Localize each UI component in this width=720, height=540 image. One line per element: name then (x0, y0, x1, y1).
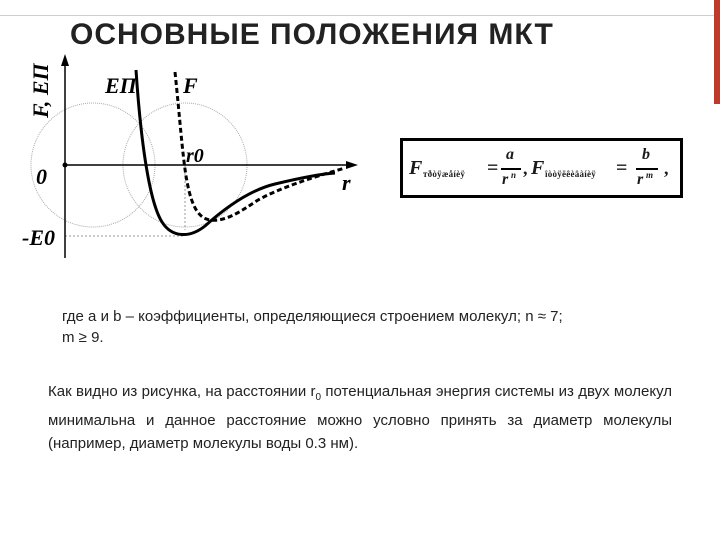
paragraph-part1: Как видно из рисунка, на расстоянии r (48, 383, 316, 400)
zero-label: 0 (36, 164, 47, 189)
formula-f2-den: r (637, 171, 644, 188)
formula-eq2: = (616, 157, 628, 179)
formula-eq1: = (487, 157, 499, 179)
formula-f1-sub: т ð ò ÿ æ å í è ÿ (423, 169, 464, 179)
accent-block (714, 0, 720, 104)
formula-comma2: , (664, 158, 669, 178)
description-line1: где a и b – коэффициенты, определяющиеся строением молекул; n ≈ 7; (62, 308, 563, 325)
paragraph-sub: 0 (315, 392, 322, 403)
formula-f1: F (409, 157, 423, 179)
paragraph-part2: потенциальная энергия системы из двух молекул минимальна и данное расстояние можно условно принять за диаметр молекулы (например, диаметр молекулы воды 0.3 нм). (48, 383, 672, 452)
r0-label: r0 (186, 145, 204, 167)
explanation-paragraph (48, 380, 672, 455)
origin-dot (63, 163, 68, 168)
ep-label: EП (105, 73, 137, 98)
y-axis-label: F, EП (28, 63, 53, 118)
r-label: r (342, 170, 351, 195)
description-line2: m ≥ 9. (62, 329, 104, 346)
potential-curve (136, 70, 335, 235)
formula-f1-den: r (502, 171, 509, 188)
x-axis-arrow (346, 161, 358, 169)
slide-title: ОСНОВНЫЕ ПОЛОЖЕНИЯ МКТ (70, 18, 554, 51)
formula-f2-exp: m (646, 170, 654, 180)
formula-comma1: , (523, 158, 528, 178)
formula-f1-num: a (506, 146, 514, 163)
potential-graph (0, 0, 400, 280)
neg-e0-label: -E0 (22, 225, 55, 250)
formula-f2-num: b (642, 146, 650, 163)
formula-f1-exp: n (511, 170, 517, 180)
formula-f2: F (531, 157, 545, 179)
f-label: F (183, 73, 198, 98)
y-axis-arrow (61, 54, 69, 66)
coefficients-description (62, 306, 678, 348)
formula-f2-sub: î ò ò ÿ ë ê è â à í è ÿ (545, 169, 595, 179)
formula-box (400, 138, 683, 198)
